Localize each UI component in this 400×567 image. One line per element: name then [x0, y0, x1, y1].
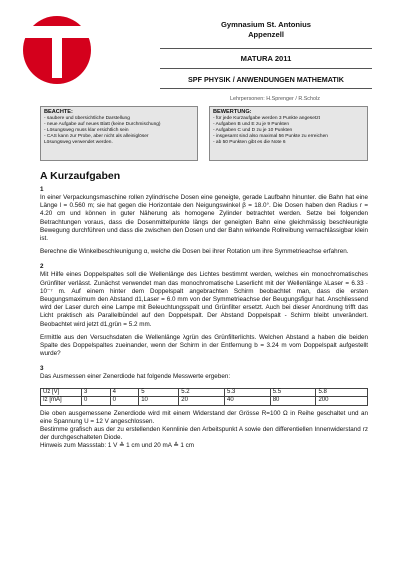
bewertung-box: [209, 106, 368, 161]
bewertung-item: - insgesamt sind also maximal 56 Punkte zu erreichen: [213, 134, 328, 140]
bewertung-title: BEWERTUNG:: [213, 109, 252, 115]
table-row: [41, 397, 368, 406]
task-1-number: 1: [40, 186, 44, 193]
divider: [160, 48, 372, 49]
subject-title: SPF PHYSIK / ANWENDUNGEN MATHEMATIK: [188, 75, 344, 84]
table-cell: 5.3: [224, 388, 270, 397]
table-cell: 5.2: [179, 388, 225, 397]
task-3-question: Bestimme grafisch aus der zu erstellenden Kennlinie den Arbeitspunkt A sowie den differentiellen Innenwiderstand rz der durchgeschalteten Diode.: [40, 426, 368, 442]
section-title: A Kurzaufgaben: [40, 170, 121, 182]
exam-title: MATURA 2011: [240, 54, 292, 63]
school-name-line2: Appenzell: [248, 30, 284, 39]
school-name-line1: Gymnasium St. Antonius: [220, 20, 311, 29]
school-name: [160, 20, 372, 40]
task-1-question: Berechne die Winkelbeschleunigung α, welche die Dosen bei ihrer Rotation um ihre Symmetrieachse erfahren.: [40, 248, 349, 256]
task-2-question: Ermittle aus den Versuchsdaten die Wellenlänge λgrün des Grünfilterlichts. Welchen Abstand a haben die beiden Spalte des Doppelspaltes zueinander, wenn der Schirm in der Entfernung b = 3.24 m vom Doppelspalt aufgestellt wurde?: [40, 333, 368, 358]
table-cell: 5.8: [316, 388, 368, 397]
beachte-box: [40, 106, 198, 161]
bewertung-item: - ab 50 Punkten gibt es die Note 6: [213, 140, 286, 146]
table-cell: 40: [224, 397, 270, 406]
task-3-hint: Hinweis zum Massstab: 1 V ≙ 1 cm und 20 mA ≙ 1 cm: [40, 442, 195, 450]
table-cell: 5: [139, 388, 179, 397]
table-cell: 200: [316, 397, 368, 406]
tasks-content: [40, 186, 368, 451]
table-cell: 5.5: [270, 388, 316, 397]
beachte-item: - CAS kann zur Probe, aber nicht als alleiniglöser: [44, 134, 149, 140]
bewertung-item: - Aufgaben C und D zu je 10 Punkten: [213, 128, 293, 134]
beachte-item: Lösungsweg verwendet werden.: [44, 140, 113, 146]
table-cell: 0: [82, 397, 111, 406]
divider: [160, 88, 372, 89]
table-cell: 20: [179, 397, 225, 406]
beachte-item: - saubere und übersichtliche Darstellung: [44, 116, 130, 121]
table-cell: 80: [270, 397, 316, 406]
task-2-number: 2: [40, 263, 44, 271]
divider: [160, 68, 372, 69]
measurement-table: [40, 388, 368, 406]
table-row-label: Uz [V]: [41, 388, 82, 397]
bewertung-item: - Aufgaben B und E zu je 9 Punkten: [213, 122, 290, 128]
bewertung-item: - für jede Kurzaufgabe werden 3 Punkte angesetzt: [213, 116, 320, 121]
task-3-intro: Das Ausmessen einer Zenerdiode hat folgende Messwerte ergeben:: [40, 373, 231, 381]
beachte-title: BEACHTE:: [44, 109, 73, 115]
logo-white-bar: [12, 26, 102, 38]
table-cell: 10: [139, 397, 179, 406]
teachers-line: Lehrpersonen: H.Sprenger / R.Scholz: [230, 96, 320, 102]
beachte-item: - neue Aufgabe auf neues Blatt (keine Durchmischung): [44, 122, 161, 128]
table-row-label: Iz [mA]: [41, 397, 82, 406]
table-cell: 0: [110, 397, 139, 406]
task-3-text: Die oben ausgemessene Zenerdiode wird mit einem Widerstand der Grösse R=100 Ω in Reihe geschaltet und an eine Spannung U = 12 V angeschlossen.: [40, 409, 368, 425]
school-logo: [12, 12, 102, 88]
task-2-text: Mit Hilfe eines Doppelspaltes soll die Wellenlänge des Lichtes bestimmt werden, welches ein monochromatisches Grünfilter verlässt. Zunächst verwendet man das monochromatische Laserlicht mit der Wellenlänge λLaser = 6.33 · 10⁻⁷ m. Auf einem hinter dem Doppelspalt angebrachten Schirm beobachtet man, dass die ersten Beugungsmaximum den Abstand d1,Laser = 6.0 mm von der Symmetrieachse der Beugungsfigur hat. Anschliessend wird der Laser durch eine Lampe mit Beleuchtungsspalt und Grünfilter ersetzt. Auch bei dieser Anordnung trifft das Licht praktisch als Parallelbündel auf den Doppelspalt. Der Abstand Doppelspalt - Schirm bleibt unverändert. Beobachtet wird jetzt d1,grün = 5.2 mm.: [40, 271, 368, 328]
table-row: [41, 388, 368, 397]
table-cell: 4: [110, 388, 139, 397]
task-3-number: 3: [40, 365, 44, 373]
logo-white-stem: [52, 38, 62, 78]
table-cell: 3: [82, 388, 111, 397]
beachte-item: - Lösungsweg muss klar ersichtlich sein: [44, 128, 129, 134]
task-1-text: In einer Verpackungsmaschine rollen zylindrische Dosen eine geneigte, gerade Laufbahn hinunter. die Bahn hat eine Länge l = 0.560 m; sie hat gegen die Horizontale den Neigungswinkel β = 18.0°. Die Dosen haben den Radius r = 4.20 cm und können in guter Näherung als homogene Zylinder betrachtet werden. Setze bei folgenden Betrachtungen voraus, dass die Dosenmittelpunkte längs der geneigten Bahn eine gleichmässig beschleunigte Bewegung durchführen und dass die zwischen den Dosen und der Bahn wirkende Rollreibung vernachlässigbar klein ist.: [40, 194, 368, 243]
